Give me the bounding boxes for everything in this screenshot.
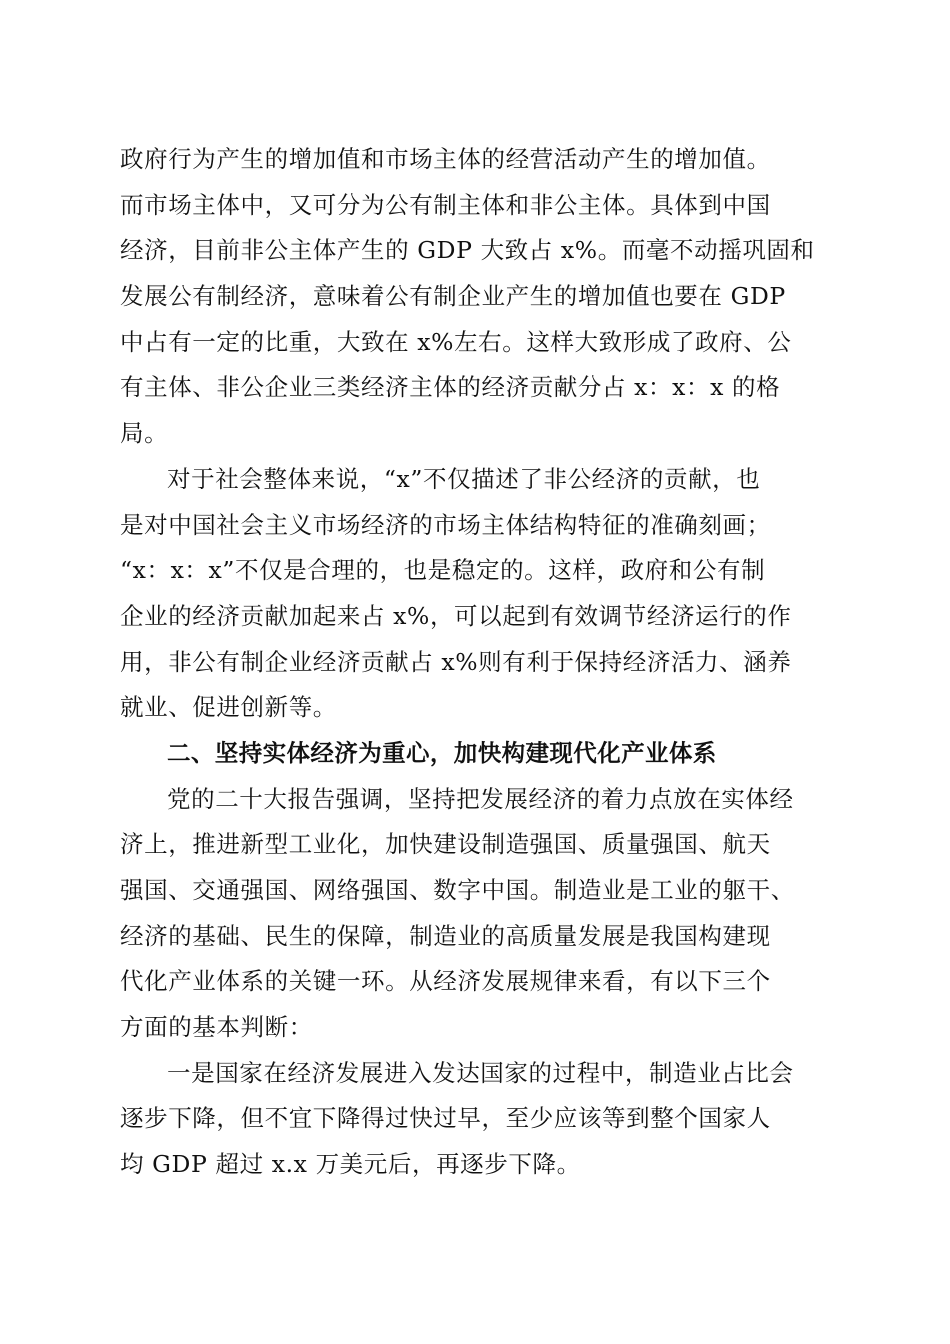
text-line: 代化产业体系的关键一环。从经济发展规律来看，有以下三个 bbox=[120, 967, 771, 996]
text-line: 而市场主体中，又可分为公有制主体和非公主体。具体到中国 bbox=[120, 190, 771, 219]
text-line: 发展公有制经济，意味着公有制企业产生的增加值也要在 GDP bbox=[120, 282, 786, 311]
text-line: 中占有一定的比重，大致在 x%左右。这样大致形成了政府、公 bbox=[120, 327, 792, 356]
section-heading bbox=[120, 731, 832, 777]
text-line: 方面的基本判断： bbox=[120, 1013, 313, 1042]
text-line: 强国、交通强国、网络强国、数字中国。制造业是工业的躯干、 bbox=[120, 876, 795, 904]
text-line: 逐步下降，但不宜下降得过快过早，至少应该等到整个国家人 bbox=[120, 1104, 771, 1133]
text-line: 政府行为产生的增加值和市场主体的经营活动产生的增加值。 bbox=[120, 145, 771, 173]
text-line: 是对中国社会主义市场经济的市场主体结构特征的准确刻画； bbox=[120, 510, 771, 539]
text-line: 经济，目前非公主体产生的 GDP 大致占 x%。而毫不动摇巩固和 bbox=[120, 236, 815, 265]
text-line: 就业、促进创新等。 bbox=[120, 693, 337, 722]
text-line: 用，非公有制企业经济贡献占 x%则有利于保持经济活力、涵养 bbox=[120, 647, 792, 676]
text-line: 经济的基础、民生的保障，制造业的高质量发展是我国构建现 bbox=[120, 921, 771, 950]
text-line: 均 GDP 超过 x.x 万美元后，再逐步下降。 bbox=[120, 1150, 581, 1179]
text-line: 有主体、非公企业三类经济主体的经济贡献分占 x：x：x 的格 bbox=[120, 373, 781, 402]
paragraph-gdp-composition bbox=[120, 137, 832, 457]
document-body bbox=[120, 137, 832, 1188]
text-line: 一是国家在经济发展进入发达国家的过程中，制造业占比会 bbox=[167, 1058, 794, 1087]
text-line: “x：x：x”不仅是合理的，也是稳定的。这样，政府和公有制 bbox=[120, 556, 766, 585]
text-line: 企业的经济贡献加起来占 x%，可以起到有效调节经济运行的作 bbox=[120, 601, 792, 630]
text-line: 济上，推进新型工业化，加快建设制造强国、质量强国、航天 bbox=[120, 830, 771, 859]
text-line: 党的二十大报告强调，坚持把发展经济的着力点放在实体经 bbox=[167, 784, 794, 813]
paragraph-real-economy bbox=[120, 777, 832, 1051]
paragraph-social-overall bbox=[120, 457, 832, 731]
text-line: 对于社会整体来说，“x”不仅描述了非公经济的贡献，也 bbox=[167, 464, 761, 493]
text-line: 局。 bbox=[120, 419, 169, 448]
paragraph-judgment-one bbox=[120, 1051, 832, 1188]
section-heading-text: 二、坚持实体经济为重心，加快构建现代化产业体系 bbox=[167, 738, 717, 767]
